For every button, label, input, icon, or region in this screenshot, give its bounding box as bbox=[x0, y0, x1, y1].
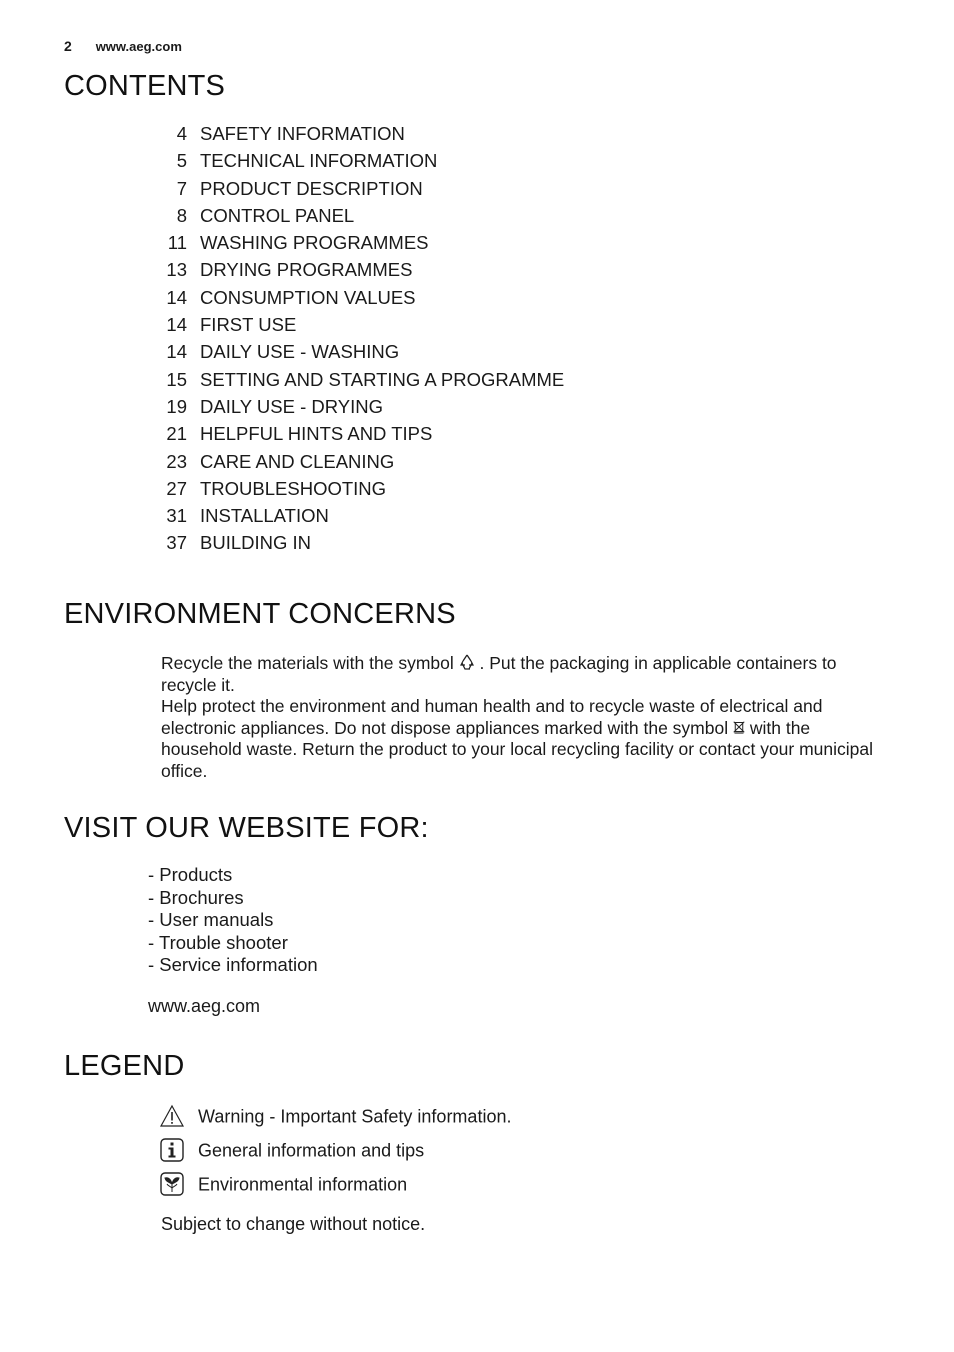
toc-item[interactable]: 11 WASHING PROGRAMMES bbox=[167, 232, 429, 254]
subject-to-change-note: Subject to change without notice. bbox=[161, 1214, 426, 1234]
header-site: www.aeg.com bbox=[95, 39, 182, 54]
toc-item[interactable]: 27 TROUBLESHOOTING bbox=[166, 477, 387, 499]
environment-text: Recycle the materials with the symbol . Put the packaging in applicable containers to recycle it. Help protect the environment and human health and to recycle waste of electrical and electronic appliances. Do not dispose appliances marked with the symbol with the household waste. Return the product to your local recycling facility or contact your municipal office. bbox=[161, 653, 874, 781]
toc-item[interactable]: 21 HELPFUL HINTS AND TIPS bbox=[166, 423, 433, 445]
toc-item[interactable]: 13 DRYING PROGRAMMES bbox=[166, 259, 413, 281]
page-header bbox=[64, 38, 182, 54]
recycle-icon bbox=[459, 653, 475, 671]
contents-list bbox=[150, 120, 564, 557]
legend-title: LEGEND bbox=[64, 1050, 185, 1082]
warning-triangle-icon bbox=[160, 1104, 184, 1128]
crossed-bin-icon bbox=[733, 718, 745, 736]
toc-item[interactable]: 37 BUILDING IN bbox=[166, 532, 312, 554]
website-list bbox=[148, 864, 318, 977]
info-icon bbox=[160, 1138, 184, 1162]
toc-item[interactable]: 31 INSTALLATION bbox=[166, 505, 329, 527]
toc-item[interactable]: 8 CONTROL PANEL bbox=[176, 204, 355, 226]
toc-item[interactable]: 5 TECHNICAL INFORMATION bbox=[176, 150, 438, 172]
website-title: VISIT OUR WEBSITE FOR: bbox=[64, 812, 429, 844]
list-item: - User manuals bbox=[148, 909, 274, 931]
list-item: - Trouble shooter bbox=[148, 931, 288, 953]
legend-item-environment: Environmental information bbox=[160, 1171, 407, 1196]
website-url[interactable]: www.aeg.com bbox=[148, 996, 261, 1016]
environment-leaf-icon bbox=[160, 1172, 184, 1196]
toc-item[interactable]: 7 PRODUCT DESCRIPTION bbox=[176, 177, 423, 199]
legend-item-info: General information and tips bbox=[160, 1137, 424, 1162]
list-item: - Brochures bbox=[148, 886, 244, 908]
list-item: - Service information bbox=[148, 954, 318, 976]
legend-item-warning: Warning - Important Safety information. bbox=[160, 1103, 511, 1128]
page-number: 2 bbox=[64, 38, 72, 54]
toc-item[interactable]: 14 FIRST USE bbox=[166, 314, 297, 336]
environment-title: ENVIRONMENT CONCERNS bbox=[64, 598, 456, 630]
list-item: - Products bbox=[148, 864, 233, 885]
toc-item[interactable]: 4 SAFETY INFORMATION bbox=[176, 123, 405, 144]
toc-item[interactable]: 15 SETTING AND STARTING A PROGRAMME bbox=[166, 368, 565, 390]
toc-item[interactable]: 19 DAILY USE - DRYING bbox=[166, 395, 383, 417]
contents-title: CONTENTS bbox=[64, 70, 226, 102]
toc-item[interactable]: 14 DAILY USE - WASHING bbox=[166, 341, 400, 363]
toc-item[interactable]: 23 CARE AND CLEANING bbox=[166, 450, 395, 472]
toc-item[interactable]: 14 CONSUMPTION VALUES bbox=[166, 286, 416, 308]
